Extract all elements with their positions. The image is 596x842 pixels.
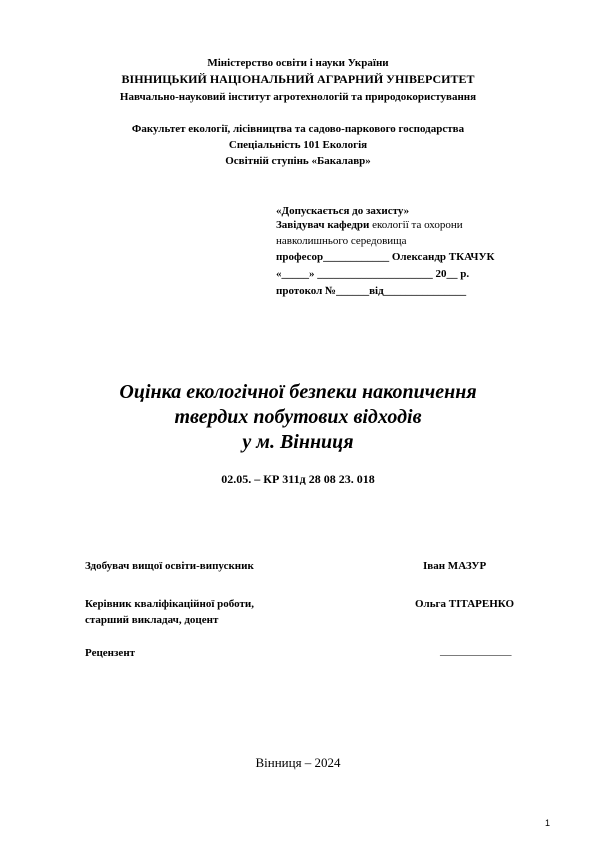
reviewer-label: Рецензент (85, 647, 136, 659)
page-number: 1 (545, 818, 551, 828)
professor-signature-line: професор____________ Олександр ТКАЧУК (276, 251, 495, 263)
ministry: Міністерство освіти і науки України (207, 57, 389, 69)
title-line1: Оцінка екологічної безпеки накопичення (119, 381, 477, 403)
title-line3: у м. Вінниця (242, 431, 354, 453)
faculty: Факультет екології, лісівництва та садово-паркового господарства (131, 123, 465, 135)
supervisor-label2: старший викладач, доцент (85, 614, 219, 626)
department-line1: екології та охорони (372, 219, 463, 231)
reviewer-signature-blank: _____________ (440, 645, 512, 657)
work-code: 02.05. – КР 311д 28 08 23. 018 (221, 472, 375, 486)
head-label: Завідувач кафедри (276, 219, 370, 231)
institute: Навчально-науковий інститут агротехнологій та природокористування (119, 91, 477, 103)
student-label: Здобувач вищої освіти-випускник (85, 560, 254, 572)
city-year: Вінниця – 2024 (255, 755, 341, 770)
supervisor-name: Ольга ТІТАРЕНКО (415, 598, 515, 610)
specialty: Спеціальність 101 Екологія (228, 139, 368, 151)
student-name: Іван МАЗУР (423, 560, 487, 572)
university: ВІННИЦЬКИЙ НАЦІОНАЛЬНИЙ АГРАРНИЙ УНІВЕРСИТЕТ (121, 72, 475, 86)
admitted-label: «Допускається до захисту» (276, 205, 410, 217)
head-of-department (276, 219, 463, 232)
protocol-line: протокол №______від_______________ (276, 285, 467, 297)
department-line2: навколишнього середовища (276, 235, 407, 247)
degree: Освітній ступінь «Бакалавр» (225, 155, 371, 167)
supervisor-label1: Керівник кваліфікаційної роботи, (85, 598, 254, 610)
approval-date-line: «_____» _____________________ 20__ р. (276, 268, 470, 280)
title-line2: твердих побутових відходів (174, 406, 422, 428)
